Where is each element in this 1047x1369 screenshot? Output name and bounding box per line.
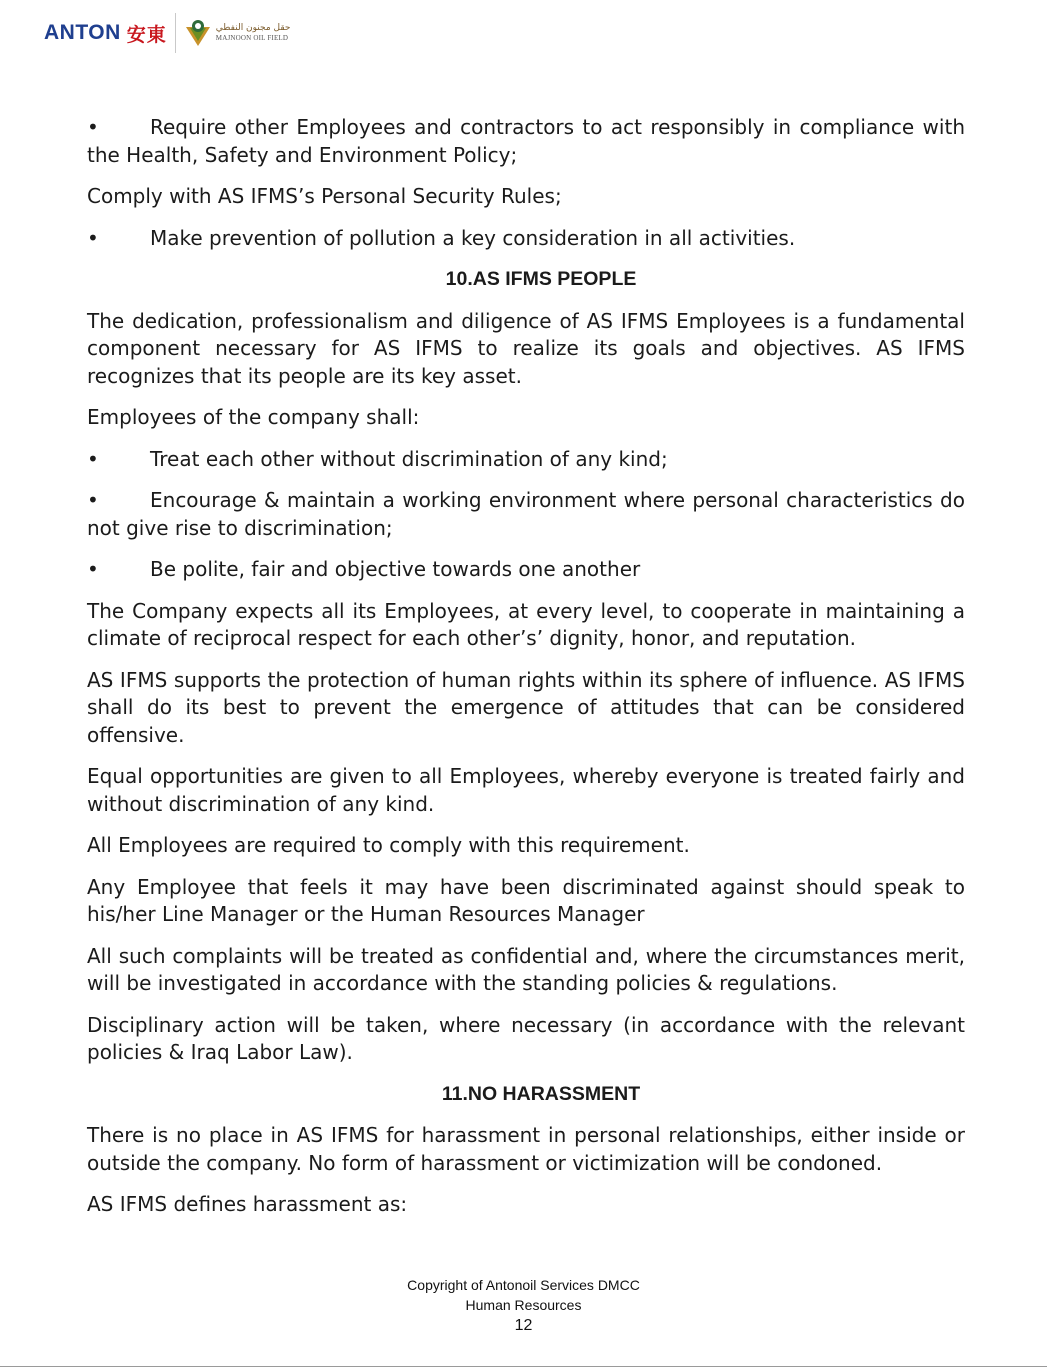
bullet-item [87, 225, 965, 253]
bullet-symbol: • [87, 446, 99, 471]
majnoon-english-name: MAJNOON OIL FIELD [215, 34, 289, 42]
paragraph: Equal opportunities are given to all Employees, whereby everyone is treated fairly and without discrimination of any kind. [87, 764, 965, 816]
paragraph: Disciplinary action will be taken, where necessary (in accordance with the relevant policies & Iraq Labor Law). [87, 1012, 965, 1064]
bullet-symbol: • [87, 225, 99, 250]
document-body [87, 114, 965, 1233]
logo-divider [175, 13, 176, 53]
bullet-item [87, 487, 965, 542]
bullet-item [87, 556, 965, 584]
page-number: 12 [514, 1317, 533, 1334]
paragraph: The dedication, professionalism and diligence of AS IFMS Employees is a fundamental component necessary for AS IFMS to realize its goals and objectives. AS IFMS recognizes that its people are its key asset. [87, 308, 965, 388]
bullet-text: Be polite, fair and objective towards one another [150, 557, 641, 581]
majnoon-logo-text [216, 24, 291, 42]
bullet-item [87, 114, 965, 169]
majnoon-logo-icon [184, 18, 212, 48]
paragraph: Any Employee that feels it may have been discriminated against should speak to his/her Line Manager or the Human Resources Manager [87, 874, 965, 926]
paragraph: AS IFMS supports the protection of human rights within its sphere of influence. AS IFMS shall do its best to prevent the emergence of attitudes that can be considered offensive. [87, 667, 965, 747]
paragraph: Employees of the company shall: [87, 405, 420, 429]
bullet-symbol: • [87, 115, 99, 139]
section-heading-11: 11.NO HARASSMENT [441, 1082, 641, 1105]
page-bottom-border [0, 1366, 1047, 1367]
footer-department: Human Resources [465, 1296, 582, 1313]
footer-copyright: Copyright of Antonoil Services DMCC [407, 1277, 640, 1293]
majnoon-arabic-name: حقل مجنون النفطي [215, 23, 291, 33]
paragraph: All Employees are required to comply with this requirement. [87, 833, 690, 857]
paragraph: AS IFMS defines harassment as: [87, 1192, 408, 1216]
bullet-text: Encourage & maintain a working environment where personal characteristics do not give rise to discrimination; [87, 488, 965, 540]
bullet-text: Treat each other without discrimination of any kind; [150, 446, 668, 471]
bullet-text: Make prevention of pollution a key consideration in all activities. [150, 225, 796, 250]
anton-logo-chinese: 安東 [126, 23, 167, 46]
paragraph: The Company expects all its Employees, at every level, to cooperate in maintaining a climate of reciprocal respect for each other’s’ dignity, honor, and reputation. [87, 598, 965, 650]
bullet-text: Require other Employees and contractors to act responsibly in compliance with the Health, Safety and Environment Policy; [87, 115, 965, 167]
page-footer [0, 1276, 1047, 1336]
anton-logo-text: ANTON [44, 21, 121, 44]
page-header [44, 8, 290, 58]
bullet-symbol: • [87, 557, 99, 581]
paragraph: All such complaints will be treated as confidential and, where the circumstances merit, will be investigated in accordance with the standing policies & regulations. [87, 943, 965, 995]
bullet-symbol: • [87, 488, 99, 512]
bullet-item [87, 446, 965, 474]
section-heading-10: 10.AS IFMS PEOPLE [445, 268, 637, 290]
paragraph: There is no place in AS IFMS for harassment in personal relationships, either inside or outside the company. No form of harassment or victimization will be condoned. [87, 1123, 965, 1175]
paragraph: Comply with AS IFMS’s Personal Security Rules; [87, 184, 562, 208]
